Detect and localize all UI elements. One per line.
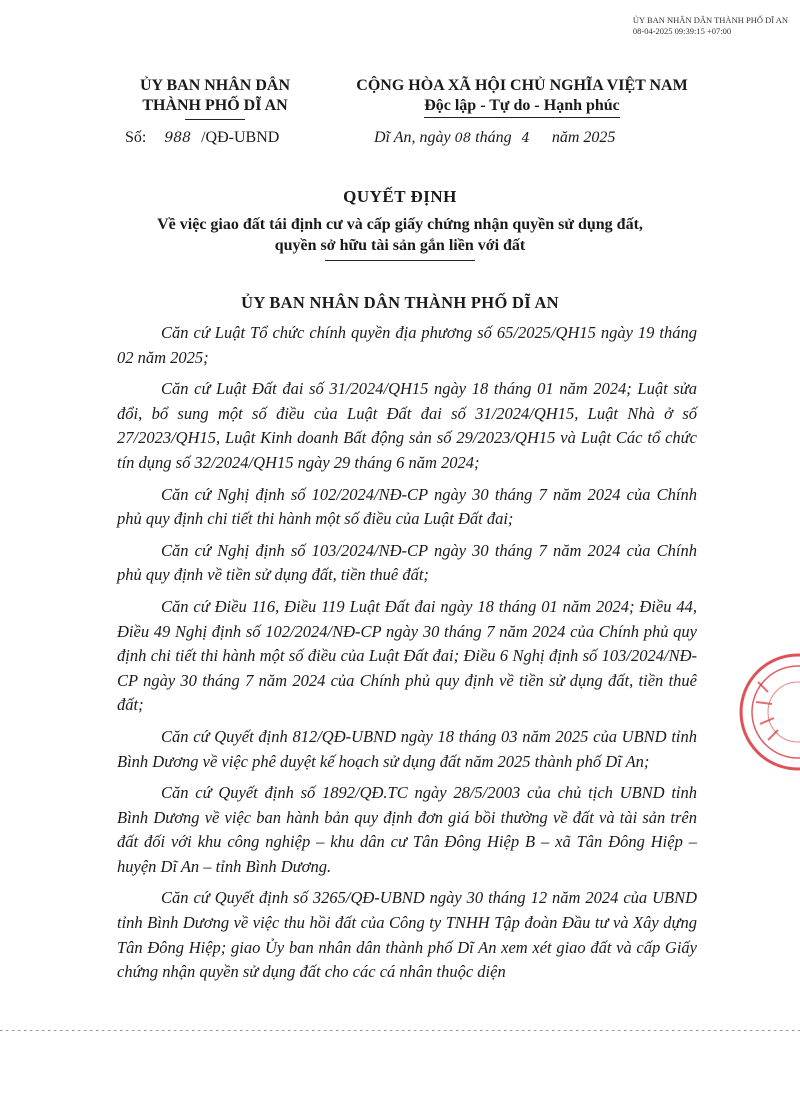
date-prefix: Dĩ An, ngày: [374, 129, 451, 146]
paragraph: Căn cứ Quyết định 812/QĐ-UBND ngày 18 tháng 03 năm 2025 của UBND tỉnh Bình Dương về việc phê duyệt kế hoạch sử dụng đất năm 2025 thành phố Dĩ An;: [117, 726, 697, 771]
signature-timestamp: 08-04-2025 09:39:15 +07:00: [632, 26, 732, 36]
paragraph: Căn cứ Quyết định số 3265/QĐ-UBND ngày 30 tháng 12 năm 2024 của UBND tỉnh Bình Dương về việc thu hồi đất của Công ty TNHH Tập đoàn Đầu tư và Xây dựng Tân Đông Hiệp; giao Ủy ban nhân dân thành phố Dĩ An xem xét giao đất và cấp Giấy chứng nhận quyền sử dụng đất cho các cá nhân thuộc diện: [117, 888, 697, 982]
date-day: 08: [454, 131, 472, 146]
issuing-agency: [110, 76, 320, 120]
date-month-label: tháng: [475, 129, 512, 146]
subtitle-line-1: Về việc giao đất tái định cư và cấp giấy chứng nhận quyền sử dụng đất,: [157, 216, 643, 233]
issue-date: [374, 129, 615, 147]
paragraph: Căn cứ Nghị định số 102/2024/NĐ-CP ngày 30 tháng 7 năm 2024 của Chính phủ quy định chi tiết thi hành một số điều của Luật Đất đai;: [117, 484, 697, 529]
paragraph: Căn cứ Điều 116, Điều 119 Luật Đất đai ngày 18 tháng 01 năm 2024; Điều 44, Điều 49 Nghị định số 102/2024/NĐ-CP ngày 30 tháng 7 năm 2024 của Chính phủ quy định chi tiết thi hành một số điều của Luật Đất đai; Điều 6 Nghị định số 103/2024/NĐ-CP ngày 30 tháng 7 năm 2024 của Chính phủ quy định về tiền sử dụng đất, tiền thuê đất;: [117, 596, 697, 715]
national-header: [332, 76, 712, 118]
paragraph: Căn cứ Nghị định số 103/2024/NĐ-CP ngày 30 tháng 7 năm 2024 của Chính phủ quy định về tiền sử dụng đất, tiền thuê đất;: [117, 540, 697, 585]
date-year: năm 2025: [551, 129, 616, 146]
agency-underline: [185, 119, 245, 120]
document-body: [117, 321, 697, 992]
signature-signer: ỦY BAN NHÂN DÂN THÀNH PHỐ DĨ AN: [632, 15, 788, 25]
subtitle-line-2: quyền sở hữu tài sản gắn liền với đất: [274, 237, 526, 254]
official-seal-stamp: [738, 652, 800, 772]
number-suffix: /QĐ-UBND: [201, 129, 280, 146]
page-edge-scan-artifact: [0, 1030, 800, 1032]
subtitle-underline: [325, 260, 475, 261]
document-subtitle: [100, 214, 700, 261]
document-number: [125, 129, 279, 147]
digital-signature: [633, 15, 788, 37]
document-title: QUYẾT ĐỊNH: [343, 187, 457, 206]
date-month: 4: [521, 131, 530, 146]
agency-line-1: ỦY BAN NHÂN DÂN: [139, 77, 291, 94]
paragraph: Căn cứ Quyết định số 1892/QĐ.TC ngày 28/5/2003 của chủ tịch UBND tỉnh Bình Dương về việc ban hành bản quy định đơn giá bồi thường về đất và tài sản trên đất đối với khu công nghiệp – khu dân cư Tân Đông Hiệp B – xã Tân Đông Hiệp – huyện Dĩ An – tỉnh Bình Dương.: [117, 783, 697, 876]
handwritten-number: 988: [164, 130, 192, 146]
nation-name: CỘNG HÒA XÃ HỘI CHỦ NGHĨA VIỆT NAM: [356, 77, 688, 94]
paragraph: Căn cứ Luật Đất đai số 31/2024/QH15 ngày 18 tháng 01 năm 2024; Luật sửa đổi, bổ sung một số điều của Luật Đất đai số 31/2024/QH15, Luật Nhà ở số 27/2023/QH15, Luật Kinh doanh Bất động sản số 29/2023/QH15 và Luật Các tổ chức tín dụng số 32/2024/QH15 ngày 29 tháng 6 năm 2024;: [117, 379, 697, 472]
number-label: Số:: [125, 129, 147, 146]
agency-line-2: THÀNH PHỐ DĨ AN: [142, 97, 288, 114]
national-motto: Độc lập - Tự do - Hạnh phúc: [424, 96, 620, 118]
paragraph: Căn cứ Luật Tổ chức chính quyền địa phương số 65/2025/QH15 ngày 19 tháng 02 năm 2025;: [117, 323, 697, 367]
authority-heading: ỦY BAN NHÂN DÂN THÀNH PHỐ DĨ AN: [241, 293, 559, 312]
